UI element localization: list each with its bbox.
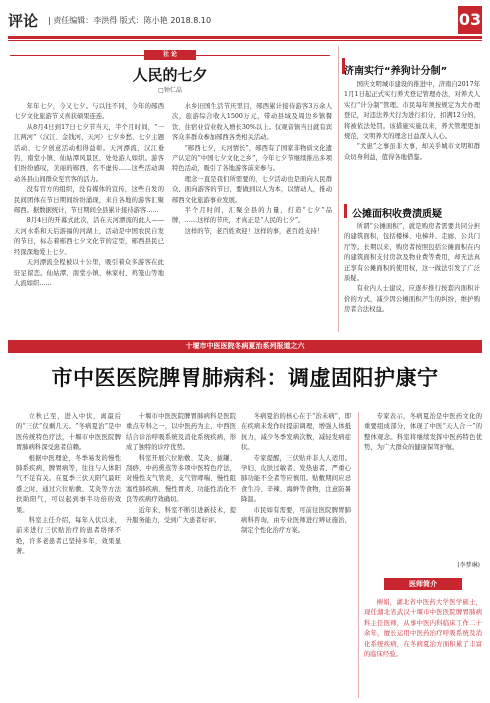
paragraph: 科室主任介绍，每年入伏以来，前来进行三伏贴治疗的患者络绎不绝，许多老患者已坚持多年，效果显著。 [16,517,121,556]
paragraph: 理念一直是我们所需要的，七夕活动也是面向人民群众、面向游客的节日，要做到以人为本，以情动人，推动郧西文化旅游事业发展。 [172,175,332,204]
title-accent-bar [344,204,347,218]
paragraph: 这样的节，老百姓欢迎！这样的事，老百姓支持！ [184,227,324,235]
paragraph: 冬病夏治的核心在于“治未病”，即在疾病未发作时提前调理，增强人体抵抗力，减少冬季发病次数，减轻发病症状。 [241,413,351,452]
essay-tag: 社 论 [144,50,196,60]
essay-column-1 [14,102,164,330]
essay-title: 人民的七夕 [132,66,208,84]
feature-series-band: 十堰市中医医院冬病夏治系列报道之六 [8,340,482,353]
paragraph: “犬患”之事虽非大事，却关乎城市文明和群众切身利益，值得各地借鉴。 [344,143,480,161]
paragraph: 专家表示，冬病夏治是中医药文化的重要组成部分，体现了中医“天人合一”的整体观念。科室将继续发挥中医药特色优势，为广大群众的健康保驾护航。 [364,413,482,452]
paragraph: 年年七夕，今又七夕。与以往不同，今年的郧西七夕文化旅游节又喜获硕果连连。 [14,103,164,121]
section-name: 评论 [8,12,39,30]
paragraph: 天河漂流全程被以十公里，吸引着众多游客在此驻足留恋。仙姑潭、南堂小镇、林家村、鸡笼山等地人流如织…… [14,259,164,287]
paragraph: 没有官方的组织，没有媒体的宣传，这些自发的民间团体在节日期间纷纷涌现，来自各地的游客汇聚郧西。据数据统计，节日期间全县累计接待游客…… [14,186,164,215]
article-title-shared-area: 公摊面积收费渍质疑 [352,209,442,220]
page-number: 03 [458,6,482,34]
column-divider [338,46,339,332]
essay-author: □钟仁晶 [158,87,182,94]
feature-column-1 [16,412,121,698]
paragraph: 根据中医理论，冬季易发的慢性肺系疾病、脾胃病等，往往与人体阳气不足有关。在夏季三伏天阳气最旺盛之时，通过穴位贴敷、艾灸等方法扶助阳气，可以起到事半功倍的效果。 [16,454,121,514]
feature-headline: 市中医医院脾胃肺病科：调虚固阳护康宁 [51,365,439,390]
paragraph: 专家提醒，三伏贴并非人人适用。孕妇、皮肤过敏者、发热患者、严重心肺功能不全者等应慎用。贴敷期间应忌食生冷、辛辣、海鲜等食物，注意防暑降温。 [241,454,351,504]
expert-profile-band: 医师简介 [384,578,462,590]
paragraph: 8月4日的开幕式此次，活在天河漂流的此人——天河水系和天后游福的河湖上，活动是中国农民自发的节日，标志着郧西七夕文化节的定型，郧西县民已经深深地爱上七夕。 [14,217,164,256]
column-divider [358,412,359,698]
paragraph: 半个月时间，汇聚全县的力量，打造“七夕”品牌，……这样的节庆，才真正是“人民的七夕”。 [172,207,332,225]
paragraph: 近年来，科室不断引进新技术，提升服务能力，受到广大患者好评。 [126,506,236,525]
essay-column-2 [172,102,332,330]
page-header [8,6,482,36]
header-rule [8,36,482,39]
paragraph: 国庆文明城市建设的推进中，济南自2017年1月1日起正式实行养犬登记管理办法，对养犬人实行“计分制”管理。市民每年须按规定为犬办理登记，对违法养犬行为进行扣分，扣满12分的，将被依法处罚。该措施实施以来，养犬管理更加规范，文明养犬的理念日益深入人心。 [344,81,480,141]
paragraph: 科室开展穴位贴敷、艾灸、拔罐、刮痧、中药熏蒸等多项中医特色疗法，对慢性支气管炎、支气管哮喘、慢性阻塞性肺疾病、慢性胃炎、功能性消化不良等疾病疗效确切。 [126,454,236,504]
expert-profile-text [364,598,482,700]
paragraph: 水乡旧国生活节庆里目，郧西累计接待游客3万余人次，旅游综合收入1500万元，带动县域及周边乡镇餐饮、住宿业营业收入增长30%以上。仅观音镇当日就有宾客众多群众参加郧西各类相关活动。 [172,103,332,142]
paragraph: 从8月4日到17日七夕节当天，半个月时间，“一江两河”（汉江、金钱河、天河）七夕乡愁、七夕主题活动、七夕创意活动相得益彰。天河漂流、汉江垂钓、南堂小镇、仙姑潭风景区，处处游人如织。游客们纷纷感叹，美丽的郧西，名不虚传……这些活动调动各县山间群众至官客的活力。 [14,123,164,183]
editor-meta: | 责任编辑：李洪得 版式：陈小艳 2018.8.10 [48,16,212,25]
paragraph: “郧西七夕，天河情长”，郧西有了国家非物质文化遗产认定的“中国七夕文化之乡”，今年七夕节继续推出多项特色活动，吸引了各地游客前来参与。 [172,144,332,173]
feature-column-3 [241,412,351,698]
feature-column-2 [126,412,236,698]
feature-column-4 [364,412,482,552]
article-title-dog-scoring: 济南实行“养狗计分制” [344,66,448,77]
paragraph: 十堰市中医医院脾胃肺病科是医院重点专科之一，以中医药为主、中西医结合诊治呼吸系统及消化系统疾病，形成了独特的诊疗优势。 [126,413,236,452]
paragraph: 所谓“公摊面积”，就是购房者需要共同分担的建筑面积，包括楼梯、电梯井、走廊、公共门厅等。长期以来，购房者按照包括公摊面积在内的建筑面积支付房款及物业费等费用，却无法真正享有公摊面积的使用权，这一做法引发了广泛质疑。 [344,223,480,283]
paragraph: 有业内人士建议，应逐步推行按套内面积计价的方式，减少因公摊面积产生的纠纷，维护购房者合法权益。 [344,285,480,314]
reporter-byline: (李梦琳) [457,562,480,569]
paragraph: 市民如有需要，可前往医院脾胃肺病科咨询，由专业医师进行辨证施治，制定个性化治疗方案。 [241,506,351,535]
article-body-dog-scoring [344,80,480,180]
header-rule-thin [8,40,482,41]
paragraph: 立秋已至，进入中伏，离最后的“三伏”仅剩几天。“冬病夏治”是中医传统特色疗法，十堰市中医医院脾胃肺病科深受患者信赖。 [16,413,121,452]
article-body-shared-area [344,222,480,332]
paragraph: 柳娟，湖北省中医药大学医学硕士，现任湖北省武汉十堰市中医医院脾胃肺病科主任医师，从事中医内科临床工作二十余年，擅长运用中医药治疗呼吸系统及消化系统疾病，在冬病夏治方面积累了丰富的临床经验。 [364,599,482,659]
